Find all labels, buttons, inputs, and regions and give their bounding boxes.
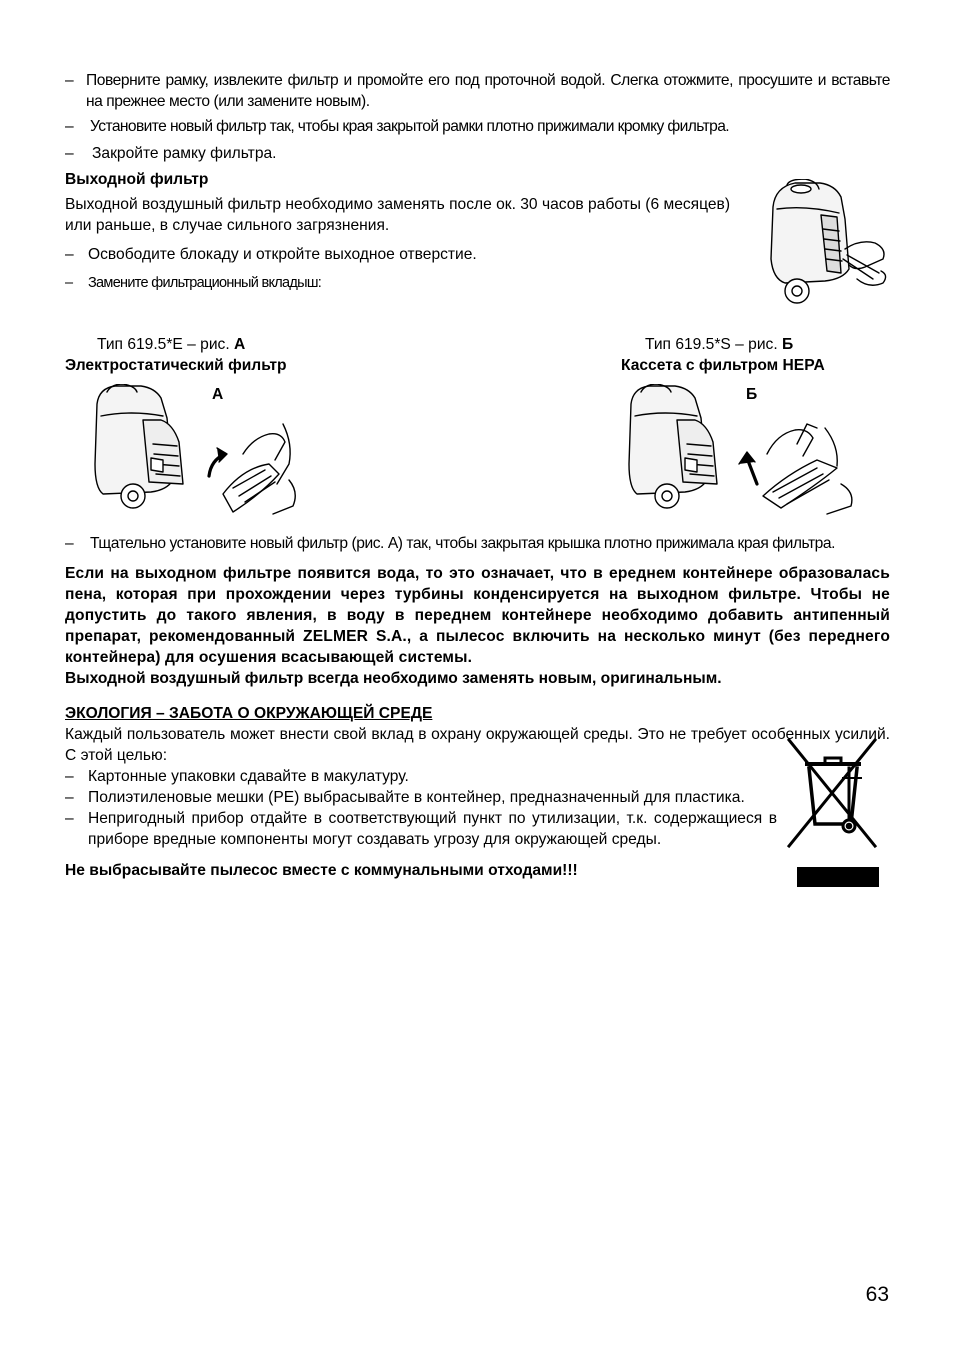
foam-warning-paragraph: Если на выходном фильтре появится вода, то это означает, что в ереднем контейнере образовалась пена, которая при прохождении через турбины конденсируется на выходном фильтре. Чтобы не допустить до такого явления, в воду в переднем контейнере необходимо добавить антипенный препарат, рекомендованный ZELMER S.A., а пылесос включить на несколько минут (без переднего контейнера) для осушения всасывающей системы. <box>65 565 890 666</box>
section-paragraph: Выходной воздушный фильтр необходимо заменять после ок. 30 часов работы (6 месяцев) или раньше, в случае сильного загрязнения. <box>65 196 731 234</box>
ecology-section <box>65 703 890 881</box>
figure-b-caption: Тип 619.5*S – рис. Б Кассета с фильтром HEPA <box>621 336 825 374</box>
ecology-paragraph: Каждый пользователь может внести свой вклад в охрану окружающей среды. Это не требует особенных усилий. С этой целью: <box>65 726 890 764</box>
list-item: – Непригодный прибор отдайте в соответствующий пункт по утилизации, т.к. содержащиеся в приборе вредные компоненты могут создавать угрозу для окружающей среды. <box>65 810 777 848</box>
list-item: – Замените фильтрационный вкладыш: <box>65 275 322 291</box>
list-item: – Освободите блокаду и откройте выходное отверстие. <box>65 246 477 263</box>
manual-page <box>65 70 890 881</box>
list-item: – Полиэтиленовые мешки (PE) выбрасывайте в контейнер, предназначенный для пластика. <box>65 789 745 806</box>
figure-a-caption: Тип 619.5*E – рис. A Электростатический фильтр <box>65 336 287 374</box>
figures-block <box>65 334 890 519</box>
figure-a-electrostatic-filter-illustration <box>93 384 303 519</box>
intro-list <box>65 70 890 164</box>
figure-b-hepa-cassette-illustration <box>627 384 867 519</box>
final-warning: Не выбрасывайте пылесос вместе с коммунальными отходами!!! <box>65 862 578 879</box>
outlet-filter-section <box>65 169 890 294</box>
list-item: – Картонные упаковки сдавайте в макулатуру. <box>65 768 409 785</box>
outlet-opening-illustration <box>765 179 890 309</box>
figure-b-label: Б <box>746 386 758 403</box>
list-item: – Закройте рамку фильтра. <box>65 145 277 162</box>
section-heading: Выходной фильтр <box>65 171 209 188</box>
crossed-out-wheelie-bin-icon <box>787 738 879 888</box>
list-item: – Установите новый фильтр так, чтобы края закрытой рамки плотно прижимали кромку фильтра. <box>65 118 729 135</box>
list-item: – Поверните рамку, извлеките фильтр и промойте его под проточной водой. Слегка отожмите, просушите и вставьте на прежнее место (или замените новым). <box>65 72 890 110</box>
ecology-heading: ЭКОЛОГИЯ – ЗАБОТА О ОКРУЖАЮЩЕЙ СРЕДЕ <box>65 705 433 722</box>
page-number: 63 <box>865 1283 889 1306</box>
list-item: – Тщательно установите новый фильтр (рис. A) так, чтобы закрытая крышка плотно прижимала края фильтра. <box>65 535 836 552</box>
replace-note: Выходной воздушный фильтр всегда необходимо заменять новым, оригинальным. <box>65 670 722 687</box>
figure-a-label: A <box>212 386 224 403</box>
ecology-list <box>65 766 777 850</box>
